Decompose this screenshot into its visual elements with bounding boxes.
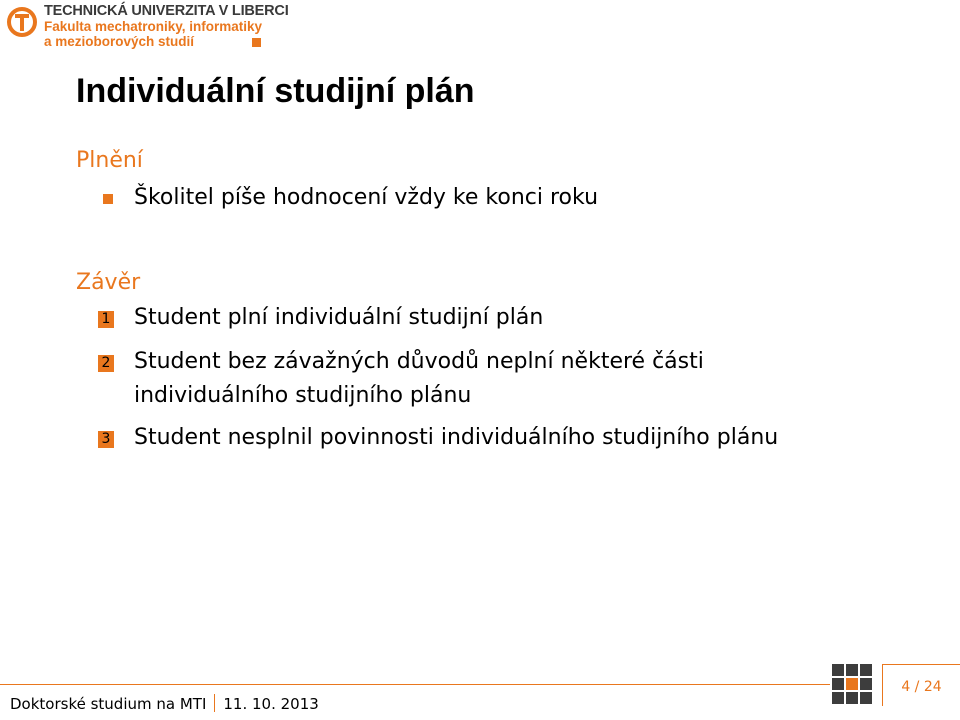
logo-faculty-line2 <box>44 34 289 49</box>
logo-faculty-line1: Fakulta mechatroniky, informatiky <box>44 19 263 34</box>
page-number: 4 / 24 <box>882 664 960 706</box>
list-item-text: Student bez závažných důvodů neplní některé části <box>134 349 704 374</box>
logo-university-name: TECHNICKÁ UNIVERZITA V LIBERCI <box>44 3 289 19</box>
list-item-text: Student nesplnil povinnosti individuálního studijního plánu <box>134 425 779 450</box>
logo-faculty-line2-text: a mezioborových studií <box>44 34 195 49</box>
list-item-text: Student plní individuální studijní plán <box>134 305 544 330</box>
numbered-item-1 <box>76 301 778 335</box>
logo-text <box>44 4 289 49</box>
number-badge: 1 <box>98 311 114 328</box>
footer-title: Doktorské studium na MTI <box>10 695 207 713</box>
list-item <box>76 181 598 215</box>
numbered-list <box>76 301 778 455</box>
university-logo <box>6 4 306 54</box>
section-zaver <box>76 270 778 455</box>
grid-logo-icon <box>832 664 876 706</box>
numbered-item-2 <box>76 345 778 413</box>
list-item-text-continued: individuálního studijního plánu <box>134 383 472 408</box>
footer-separator <box>214 694 215 712</box>
section-heading-zaver: Závěr <box>76 270 141 295</box>
footer-rule <box>0 684 830 685</box>
number-badge: 2 <box>98 355 114 372</box>
numbered-item-3 <box>76 421 778 455</box>
slide-title: Individuální studijní plán <box>76 72 475 110</box>
university-logo-icon <box>6 6 38 38</box>
list-item-text: Školitel píše hodnocení vždy ke konci roku <box>134 185 599 210</box>
number-badge: 3 <box>98 431 114 448</box>
square-bullet-icon <box>103 194 113 204</box>
logo-square-icon <box>252 38 261 47</box>
footer-date: 11. 10. 2013 <box>223 695 319 713</box>
section-plneni <box>76 148 598 215</box>
footer-info <box>10 694 319 713</box>
section-heading-plneni: Plnění <box>76 148 143 173</box>
